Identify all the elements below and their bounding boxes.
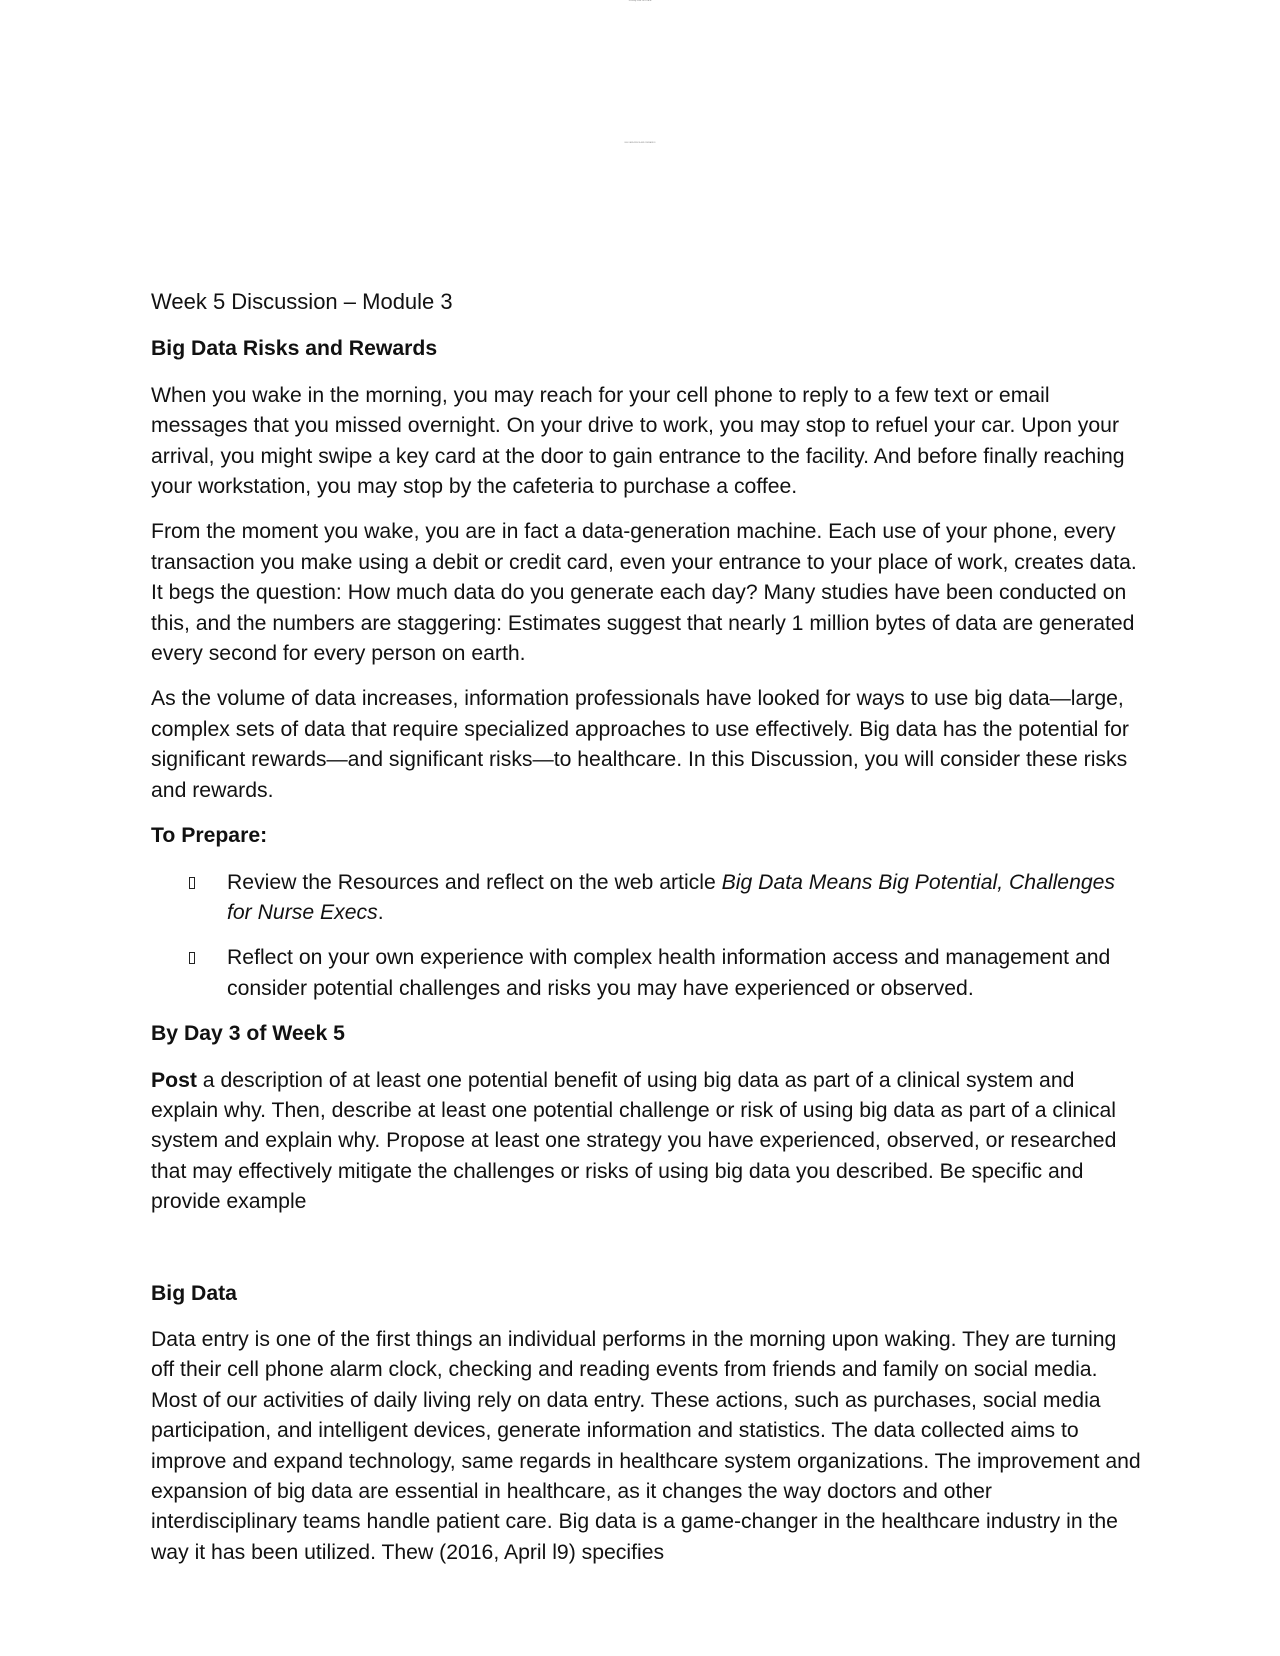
article-title: Big Data Means Big Potential, Challenges for Nurse Execs — [227, 870, 1116, 924]
prepare-list — [151, 868, 1141, 1005]
post-instructions — [151, 1066, 1141, 1218]
post-text: a description of at least one potential benefit of using big data as part of a clinical system and explain why. Then, describe at least one potential challenge or risk of using big data as part of a clinical system and explain why. Propose at least one strategy you have experienced, observed, or researched that may effectively mitigate the challenges or risks of using big data you described. Be specific and provide example — [151, 1068, 1117, 1214]
page-header-label: BIG DATA RISKS AND REWARDS — [624, 142, 656, 144]
bullet-text-prefix: Review the Resources and reflect on the web article — [227, 870, 722, 894]
document-page — [151, 287, 1141, 1568]
post-label: Post — [151, 1068, 197, 1092]
prepare-heading: To Prepare: — [151, 824, 268, 848]
spacer — [151, 1233, 1141, 1279]
document-title: Week 5 Discussion – Module 3 — [151, 289, 453, 314]
document-subtitle: Big Data Risks and Rewards — [151, 337, 438, 361]
intro-paragraph-3: As the volume of data increases, information professionals have looked for ways to use big data—large, complex sets of data that require specialized approaches to use effectively. Big data has the potential for significant rewards—and significant risks—to healthcare. In this Discussion, you will consider these risks and rewards. — [151, 687, 1129, 802]
day-heading: By Day 3 of Week 5 — [151, 1022, 345, 1046]
body-paragraph-2: Most of our activities of daily living rely on data entry. These actions, such as purchases, social media participation, and intelligent devices, generate information and statistics. The data collected aims to improve and expand technology, same regards in healthcare system organizations. The improvement and expansion of big data are essential in healthcare, as it changes the way doctors and other interdisciplinary teams handle patient care. Big data is a game-changer in the healthcare industry in the way it has been utilized. Thew (2016, April l9) specifies — [151, 1388, 1141, 1564]
intro-paragraph-2: From the moment you wake, you are in fact a data-generation machine. Each use of your phone, every transaction you make using a debit or credit card, even your entrance to your place of work, creates data. It begs the question: How much data do you generate each day? Many studies have been conducted on this, and the numbers are staggering: Estimates suggest that nearly 1 million bytes of data are generated every second for every person on earth. — [151, 520, 1137, 666]
bullet-text: Reflect on your own experience with complex health information access and management and consider potential challenges and risks you may have experienced or observed. — [227, 946, 1111, 1000]
bullet-icon — [189, 877, 195, 889]
bullet-text-suffix: . — [377, 900, 384, 924]
section-heading: Big Data — [151, 1281, 237, 1305]
body-paragraph-1: Data entry is one of the first things an individual performs in the morning upon waking. They are turning off their cell phone alarm clock, checking and reading events from friends and family on social media. — [151, 1327, 1117, 1382]
running-header: Running head: BIG DATA — [628, 0, 652, 2]
list-item — [151, 868, 1141, 929]
intro-paragraph-1: When you wake in the morning, you may reach for your cell phone to reply to a few text or email messages that you missed overnight. On your drive to work, you may stop to refuel your car. Upon your arrival, you might swipe a key card at the door to gain entrance to the facility. And before finally reaching your workstation, you may stop by the cafeteria to purchase a coffee. — [151, 383, 1125, 499]
list-item — [151, 943, 1141, 1004]
bullet-icon — [189, 952, 195, 964]
